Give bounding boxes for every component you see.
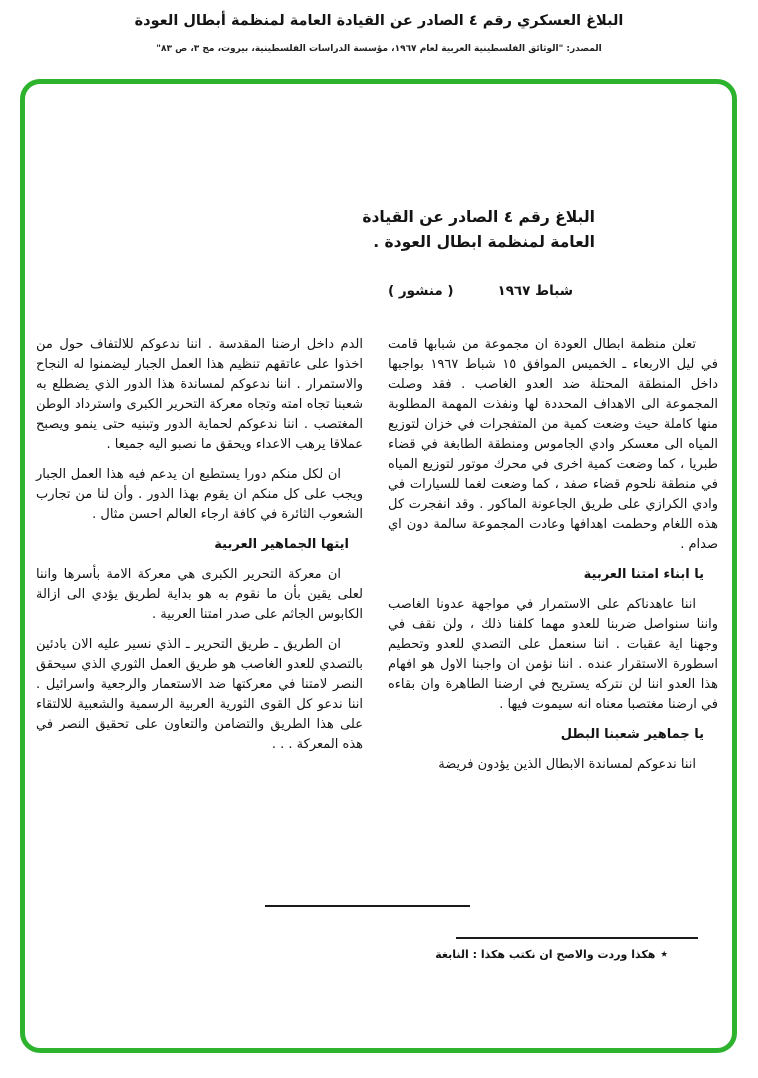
communique-title-line2: العامة لمنظمة ابطال العودة .: [373, 233, 595, 251]
paragraph-liberation-battle: ان معركة التحرير الكبرى هي معركة الامة بأسرها واننا لعلى يقين بأن ما نقوم به هو بداية لطريق يؤدي الى ازالة الكابوس الجاثم على صدر امتنا العربية .: [36, 567, 363, 622]
divider-line: [265, 905, 470, 907]
column-left: [36, 335, 363, 765]
subheading-arab-nation: يا ابناء امتنا العربية: [583, 567, 704, 582]
date-row: [388, 283, 573, 299]
column-right: [388, 335, 718, 785]
paragraph-the-path: ان الطريق ـ طريق التحرير ـ الذي نسير عليه الان بادئين بالتصدي للعدو الغاصب هو طريق العمل الثوري الذي سيحقق النصر لامتنا في معركتها ضد الاستعمار والرجعية واسرائيل . اننا ندعو كل القوى الثورية العربية الرسمية والشعبية للالتقاء على هذا الطريق والتضامن والتعاون على تحقيق النصر في هذه المعركة . . .: [36, 637, 363, 752]
paragraph-announcement: تعلن منظمة ابطال العودة ان مجموعة من شبابها قامت في ليل الاربعاء ـ الخميس الموافق ١٥ شباط ١٩٦٧ بواجبها داخل المنطقة المحتلة ضد العدو الغاصب . فقد وصلت المجموعة الى الاهداف المحددة لها ونفذت المهمة المطلوبة منها كاملة حيث وضعت كمية من المتفجرات في خزان لتوزيع المياه الى معسكر وادي الجاموس ومنطقة الطابغة في قضاء طبريا ، كما وضعت كمية اخرى في محرك موتور لتوزيع المياه في منطقة نلحوم قضاء صفد ، كما وضعت لغما للسيارات في وادي الكرازي على طريق الجاعونة الماكور . وقد انفجرت كل هذه اللغام وحطمت اهدافها وعادت المجموعة سالمة دون اي صدام .: [388, 337, 718, 552]
subheading-heroic-masses: يا جماهير شعبنا البطل: [560, 727, 704, 742]
green-frame: [20, 79, 737, 1053]
source-citation: المصدر: "الوثائق الفلسطينية العربية لعام ١٩٦٧، مؤسسة الدراسات الفلسطينية، بيروت، مج ٣، ص ٨٣": [156, 44, 602, 54]
footnote-rule: [456, 937, 698, 939]
communique-title-line1: البلاغ رقم ٤ الصادر عن القيادة: [362, 208, 595, 226]
paragraph-pledge: اننا عاهدناكم على الاستمرار في مواجهة عدونا الغاصب واننا سنواصل ضربنا للعدو مهما كلفنا ذلك ، ولن نقف في وجهنا اية عقبات . اننا سنعمل على التصدي للعدو وتحطيم اسطورة الاستقرار عنده . اننا نؤمن ان واجبنا الاول هو افهام هذا العدو اننا لن نتركه يستريح في ارضنا الطاهرة وان بقاءه في ارضنا مغتصبا معناه انه سيموت فيها .: [388, 597, 718, 712]
footnote: [430, 946, 668, 962]
date-text: شباط ١٩٦٧: [497, 283, 573, 299]
communique-title: [362, 205, 595, 255]
footnote-marker: ٭: [660, 946, 668, 962]
footnote-text: هكذا وردت والاصح ان نكتب هكذا : النابغة: [435, 948, 656, 961]
page-title: البلاغ العسكري رقم ٤ الصادر عن القيادة العامة لمنظمة أبطال العودة: [134, 13, 624, 29]
published-label: ( منشور ): [388, 283, 454, 299]
paragraph-role: ان لكل منكم دورا يستطيع ان يدعم فيه هذا العمل الجبار ويجب على كل منكم ان يقوم بهذا الدور . وأن لنا من تجارب الشعوب الثائرة في كافة ارجاء العالم احسن مثال .: [36, 467, 363, 522]
subheading-arab-masses: ايتها الجماهير العربية: [214, 537, 349, 552]
paragraph-continuation: الدم داخل ارضنا المقدسة . اننا ندعوكم للالتفاف حول من اخذوا على عاتقهم تنظيم هذا العمل الجبار ليضمنوا له النجاح والاستمرار . اننا ندعوكم لمساندة هذا الدور الذي يضطلع به شعبنا تجاه امته وتجاه معركة التحرير الكبرى واسترداد الوطن المغتصب . اننا ندعوكم لحماية الدور وتبنيه حتى ينمو ويصبح عملاقا يرهب الاعداء ويحقق ما نصبو اليه جميعا .: [36, 337, 363, 452]
paragraph-call-to-support: اننا ندعوكم لمساندة الابطال الذين يؤدون فريضة: [438, 757, 696, 772]
